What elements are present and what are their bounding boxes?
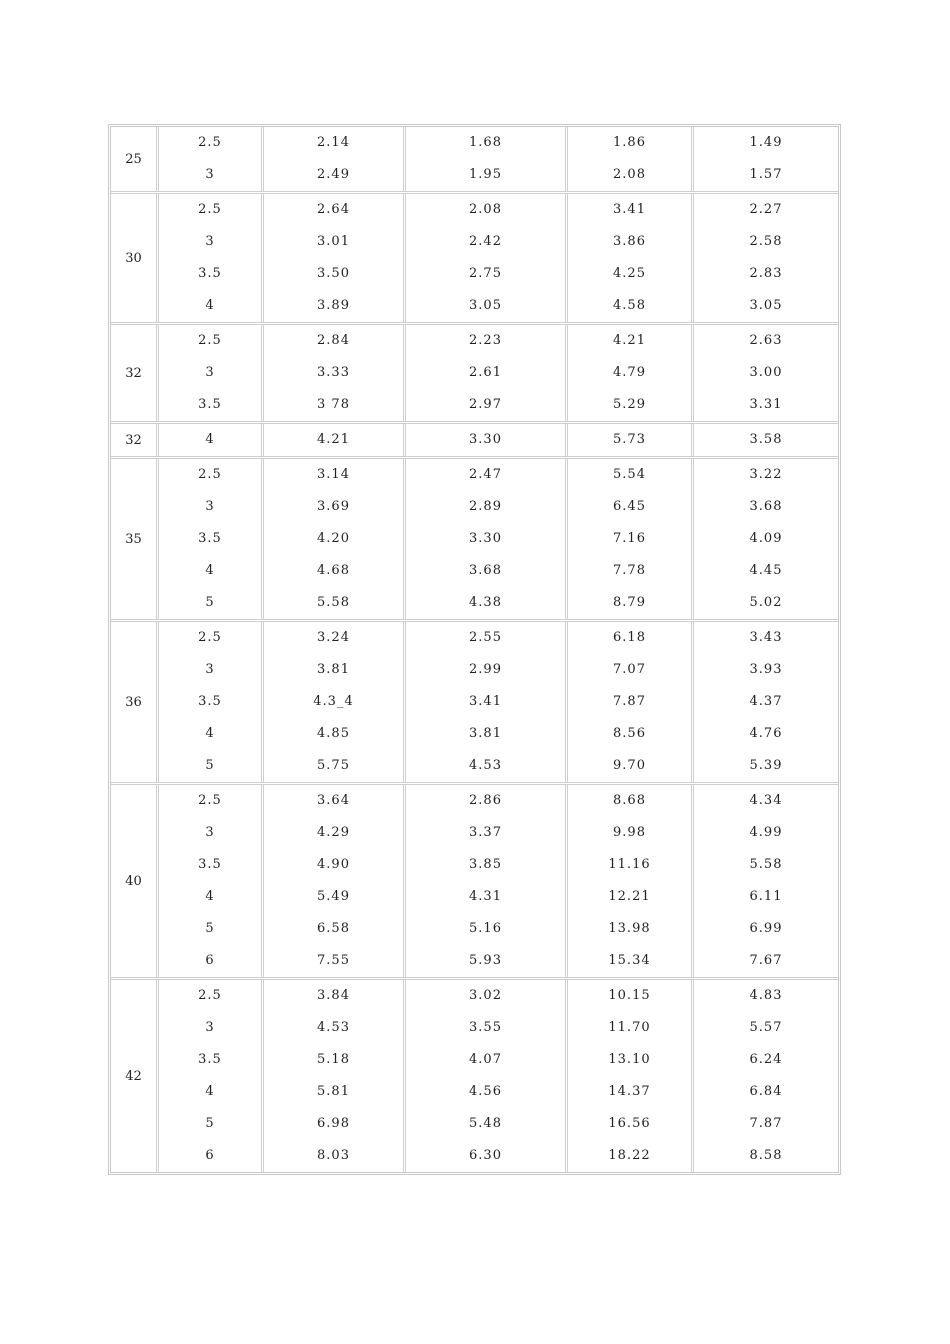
table-row-group xyxy=(111,456,838,619)
mass-value: 2.64 xyxy=(317,202,350,217)
section-modulus-column-cell xyxy=(691,127,838,191)
mass-value: 6.58 xyxy=(317,921,350,936)
moment-of-inertia-value: 3.86 xyxy=(613,234,646,249)
moment-of-inertia-value: 7.78 xyxy=(613,563,646,578)
table-row-group xyxy=(111,127,838,191)
section-modulus-value: 2.58 xyxy=(749,234,783,249)
mass-value: 4.20 xyxy=(317,531,350,546)
mass-column-cell xyxy=(261,424,403,456)
moment-of-inertia-value: 11.16 xyxy=(608,857,651,872)
table-row-group xyxy=(111,191,838,322)
mass-value: 4.85 xyxy=(317,726,350,741)
moment-of-inertia-column-cell xyxy=(565,785,691,977)
wall-thickness-column-cell xyxy=(156,622,261,782)
wall-thickness-value: 3.5 xyxy=(198,1052,222,1067)
moment-of-inertia-value: 6.45 xyxy=(613,499,646,514)
wall-thickness-value: 3.5 xyxy=(198,857,222,872)
steel-tube-table xyxy=(108,124,841,1175)
area-value: 3.30 xyxy=(469,432,502,447)
area-column-cell xyxy=(403,424,565,456)
area-value: 3.05 xyxy=(469,298,502,313)
moment-of-inertia-value: 5.54 xyxy=(613,467,646,482)
wall-thickness-value: 6 xyxy=(205,953,215,968)
area-value: 3.30 xyxy=(469,531,502,546)
wall-thickness-value: 2.5 xyxy=(198,135,222,150)
table-row-group xyxy=(111,421,838,456)
wall-thickness-value: 4 xyxy=(205,298,215,313)
moment-of-inertia-value: 7.87 xyxy=(613,694,646,709)
outer-diameter-value: 30 xyxy=(125,250,142,266)
moment-of-inertia-value: 18.22 xyxy=(608,1148,651,1163)
moment-of-inertia-value: 9.98 xyxy=(613,825,646,840)
wall-thickness-value: 2.5 xyxy=(198,202,222,217)
area-value: 3.68 xyxy=(469,563,502,578)
area-column-cell xyxy=(403,459,565,619)
section-modulus-value: 3.58 xyxy=(749,432,783,447)
area-value: 2.08 xyxy=(469,202,502,217)
section-modulus-column-cell xyxy=(691,194,838,322)
section-modulus-column-cell xyxy=(691,980,838,1172)
mass-value: 4.90 xyxy=(317,857,350,872)
area-column-cell xyxy=(403,127,565,191)
section-modulus-value: 5.58 xyxy=(749,857,783,872)
area-value: 4.31 xyxy=(469,889,502,904)
table-row-group xyxy=(111,977,838,1172)
mass-value: 4.3_4 xyxy=(313,694,354,709)
area-value: 3.55 xyxy=(469,1020,502,1035)
mass-value: 5.49 xyxy=(317,889,350,904)
outer-diameter-cell xyxy=(111,622,156,782)
moment-of-inertia-column-cell xyxy=(565,980,691,1172)
section-modulus-column-cell xyxy=(691,785,838,977)
area-value: 2.99 xyxy=(469,662,502,677)
outer-diameter-cell xyxy=(111,459,156,619)
wall-thickness-value: 3 xyxy=(205,167,215,182)
wall-thickness-column-cell xyxy=(156,785,261,977)
area-value: 4.56 xyxy=(469,1084,502,1099)
mass-value: 3.81 xyxy=(317,662,350,677)
wall-thickness-value: 4 xyxy=(205,563,215,578)
moment-of-inertia-column-cell xyxy=(565,127,691,191)
area-value: 2.97 xyxy=(469,397,502,412)
mass-column-cell xyxy=(261,785,403,977)
wall-thickness-value: 4 xyxy=(205,726,215,741)
outer-diameter-value: 40 xyxy=(125,873,142,889)
outer-diameter-value: 42 xyxy=(125,1068,142,1084)
wall-thickness-value: 2.5 xyxy=(198,333,222,348)
table-row-group xyxy=(111,322,838,421)
wall-thickness-value: 5 xyxy=(205,1116,215,1131)
section-modulus-value: 7.67 xyxy=(749,953,783,968)
section-modulus-column-cell xyxy=(691,622,838,782)
moment-of-inertia-value: 12.21 xyxy=(608,889,651,904)
moment-of-inertia-value: 9.70 xyxy=(613,758,646,773)
moment-of-inertia-value: 16.56 xyxy=(608,1116,651,1131)
wall-thickness-value: 5 xyxy=(205,921,215,936)
outer-diameter-cell xyxy=(111,785,156,977)
outer-diameter-cell xyxy=(111,325,156,421)
outer-diameter-cell xyxy=(111,980,156,1172)
wall-thickness-value: 3.5 xyxy=(198,266,222,281)
moment-of-inertia-column-cell xyxy=(565,194,691,322)
wall-thickness-value: 3 xyxy=(205,825,215,840)
mass-value: 3.33 xyxy=(317,365,350,380)
area-column-cell xyxy=(403,325,565,421)
area-value: 3.41 xyxy=(469,694,502,709)
mass-value: 4.21 xyxy=(317,432,350,447)
area-value: 3.02 xyxy=(469,988,502,1003)
wall-thickness-value: 5 xyxy=(205,595,215,610)
mass-value: 3.50 xyxy=(317,266,350,281)
area-value: 2.89 xyxy=(469,499,502,514)
wall-thickness-value: 5 xyxy=(205,758,215,773)
wall-thickness-value: 2.5 xyxy=(198,467,222,482)
section-modulus-value: 4.76 xyxy=(749,726,783,741)
wall-thickness-value: 3 xyxy=(205,365,215,380)
outer-diameter-value: 35 xyxy=(125,531,142,547)
area-value: 2.75 xyxy=(469,266,502,281)
wall-thickness-column-cell xyxy=(156,980,261,1172)
moment-of-inertia-value: 5.73 xyxy=(613,432,646,447)
section-modulus-value: 5.57 xyxy=(749,1020,783,1035)
outer-diameter-cell xyxy=(111,127,156,191)
section-modulus-value: 2.27 xyxy=(749,202,783,217)
moment-of-inertia-column-cell xyxy=(565,459,691,619)
table-row-group xyxy=(111,782,838,977)
area-value: 2.61 xyxy=(469,365,502,380)
wall-thickness-column-cell xyxy=(156,194,261,322)
section-modulus-value: 6.84 xyxy=(749,1084,783,1099)
section-modulus-value: 3.31 xyxy=(749,397,783,412)
mass-value: 3.64 xyxy=(317,793,350,808)
area-value: 3.85 xyxy=(469,857,502,872)
moment-of-inertia-value: 8.79 xyxy=(613,595,646,610)
mass-value: 4.29 xyxy=(317,825,350,840)
section-modulus-value: 4.34 xyxy=(749,793,783,808)
area-value: 5.93 xyxy=(469,953,502,968)
moment-of-inertia-value: 1.86 xyxy=(613,135,646,150)
area-value: 5.16 xyxy=(469,921,502,936)
section-modulus-value: 4.37 xyxy=(749,694,783,709)
mass-value: 3.84 xyxy=(317,988,350,1003)
moment-of-inertia-column-cell xyxy=(565,325,691,421)
section-modulus-value: 3.05 xyxy=(749,298,783,313)
wall-thickness-value: 4 xyxy=(205,889,215,904)
mass-value: 3 78 xyxy=(317,397,350,412)
wall-thickness-column-cell xyxy=(156,325,261,421)
table-row-group xyxy=(111,619,838,782)
section-modulus-value: 4.09 xyxy=(749,531,783,546)
area-value: 2.55 xyxy=(469,630,502,645)
section-modulus-value: 4.99 xyxy=(749,825,783,840)
moment-of-inertia-value: 7.07 xyxy=(613,662,646,677)
area-column-cell xyxy=(403,980,565,1172)
moment-of-inertia-value: 8.68 xyxy=(613,793,646,808)
mass-column-cell xyxy=(261,127,403,191)
area-value: 2.23 xyxy=(469,333,502,348)
mass-value: 7.55 xyxy=(317,953,350,968)
outer-diameter-cell xyxy=(111,194,156,322)
mass-column-cell xyxy=(261,459,403,619)
section-modulus-value: 3.00 xyxy=(749,365,783,380)
moment-of-inertia-value: 14.37 xyxy=(608,1084,651,1099)
area-column-cell xyxy=(403,194,565,322)
moment-of-inertia-column-cell xyxy=(565,622,691,782)
area-value: 1.95 xyxy=(469,167,502,182)
mass-value: 3.89 xyxy=(317,298,350,313)
mass-value: 4.68 xyxy=(317,563,350,578)
wall-thickness-value: 2.5 xyxy=(198,988,222,1003)
wall-thickness-value: 3.5 xyxy=(198,694,222,709)
moment-of-inertia-value: 4.58 xyxy=(613,298,646,313)
wall-thickness-value: 6 xyxy=(205,1148,215,1163)
area-value: 4.38 xyxy=(469,595,502,610)
wall-thickness-value: 3.5 xyxy=(198,531,222,546)
wall-thickness-value: 2.5 xyxy=(198,793,222,808)
section-modulus-value: 8.58 xyxy=(749,1148,783,1163)
mass-value: 2.84 xyxy=(317,333,350,348)
area-value: 4.53 xyxy=(469,758,502,773)
section-modulus-value: 3.22 xyxy=(749,467,783,482)
outer-diameter-value: 32 xyxy=(125,432,142,448)
mass-value: 5.18 xyxy=(317,1052,350,1067)
mass-value: 2.49 xyxy=(317,167,350,182)
mass-column-cell xyxy=(261,980,403,1172)
moment-of-inertia-value: 15.34 xyxy=(608,953,651,968)
wall-thickness-value: 3 xyxy=(205,1020,215,1035)
outer-diameter-cell xyxy=(111,424,156,456)
moment-of-inertia-value: 13.10 xyxy=(608,1052,651,1067)
moment-of-inertia-value: 4.25 xyxy=(613,266,646,281)
outer-diameter-value: 32 xyxy=(125,365,142,381)
wall-thickness-value: 3 xyxy=(205,662,215,677)
wall-thickness-value: 2.5 xyxy=(198,630,222,645)
wall-thickness-value: 3 xyxy=(205,499,215,514)
mass-value: 8.03 xyxy=(317,1148,350,1163)
mass-value: 3.14 xyxy=(317,467,350,482)
area-column-cell xyxy=(403,785,565,977)
wall-thickness-value: 4 xyxy=(205,1084,215,1099)
mass-value: 5.75 xyxy=(317,758,350,773)
moment-of-inertia-value: 10.15 xyxy=(608,988,651,1003)
section-modulus-value: 2.83 xyxy=(749,266,783,281)
mass-column-cell xyxy=(261,325,403,421)
moment-of-inertia-value: 13.98 xyxy=(608,921,651,936)
wall-thickness-column-cell xyxy=(156,127,261,191)
area-value: 3.81 xyxy=(469,726,502,741)
mass-value: 3.24 xyxy=(317,630,350,645)
section-modulus-column-cell xyxy=(691,424,838,456)
mass-value: 5.81 xyxy=(317,1084,350,1099)
moment-of-inertia-column-cell xyxy=(565,424,691,456)
outer-diameter-value: 25 xyxy=(125,151,142,167)
wall-thickness-value: 3 xyxy=(205,234,215,249)
mass-column-cell xyxy=(261,194,403,322)
area-column-cell xyxy=(403,622,565,782)
section-modulus-value: 6.11 xyxy=(749,889,783,904)
mass-value: 5.58 xyxy=(317,595,350,610)
area-value: 1.68 xyxy=(469,135,502,150)
section-modulus-value: 3.93 xyxy=(749,662,783,677)
moment-of-inertia-value: 4.21 xyxy=(613,333,646,348)
wall-thickness-value: 3.5 xyxy=(198,397,222,412)
area-value: 5.48 xyxy=(469,1116,502,1131)
wall-thickness-column-cell xyxy=(156,424,261,456)
moment-of-inertia-value: 5.29 xyxy=(613,397,646,412)
area-value: 6.30 xyxy=(469,1148,502,1163)
moment-of-inertia-value: 2.08 xyxy=(613,167,646,182)
mass-value: 3.69 xyxy=(317,499,350,514)
section-modulus-value: 1.49 xyxy=(749,135,783,150)
mass-value: 3.01 xyxy=(317,234,350,249)
section-modulus-value: 4.45 xyxy=(749,563,783,578)
area-value: 2.42 xyxy=(469,234,502,249)
area-value: 3.37 xyxy=(469,825,502,840)
section-modulus-value: 1.57 xyxy=(749,167,783,182)
mass-value: 4.53 xyxy=(317,1020,350,1035)
section-modulus-value: 4.83 xyxy=(749,988,783,1003)
moment-of-inertia-value: 8.56 xyxy=(613,726,646,741)
area-value: 4.07 xyxy=(469,1052,502,1067)
section-modulus-value: 5.39 xyxy=(749,758,783,773)
section-modulus-value: 7.87 xyxy=(749,1116,783,1131)
moment-of-inertia-value: 7.16 xyxy=(613,531,646,546)
area-value: 2.47 xyxy=(469,467,502,482)
wall-thickness-value: 4 xyxy=(205,432,215,447)
mass-value: 2.14 xyxy=(317,135,350,150)
section-modulus-value: 3.43 xyxy=(749,630,783,645)
outer-diameter-value: 36 xyxy=(125,694,142,710)
moment-of-inertia-value: 11.70 xyxy=(608,1020,651,1035)
section-modulus-value: 6.24 xyxy=(749,1052,783,1067)
section-modulus-column-cell xyxy=(691,325,838,421)
section-modulus-column-cell xyxy=(691,459,838,619)
section-modulus-value: 5.02 xyxy=(749,595,783,610)
mass-column-cell xyxy=(261,622,403,782)
mass-value: 6.98 xyxy=(317,1116,350,1131)
moment-of-inertia-value: 4.79 xyxy=(613,365,646,380)
moment-of-inertia-value: 3.41 xyxy=(613,202,646,217)
section-modulus-value: 3.68 xyxy=(749,499,783,514)
section-modulus-value: 2.63 xyxy=(749,333,783,348)
area-value: 2.86 xyxy=(469,793,502,808)
wall-thickness-column-cell xyxy=(156,459,261,619)
section-modulus-value: 6.99 xyxy=(749,921,783,936)
moment-of-inertia-value: 6.18 xyxy=(613,630,646,645)
